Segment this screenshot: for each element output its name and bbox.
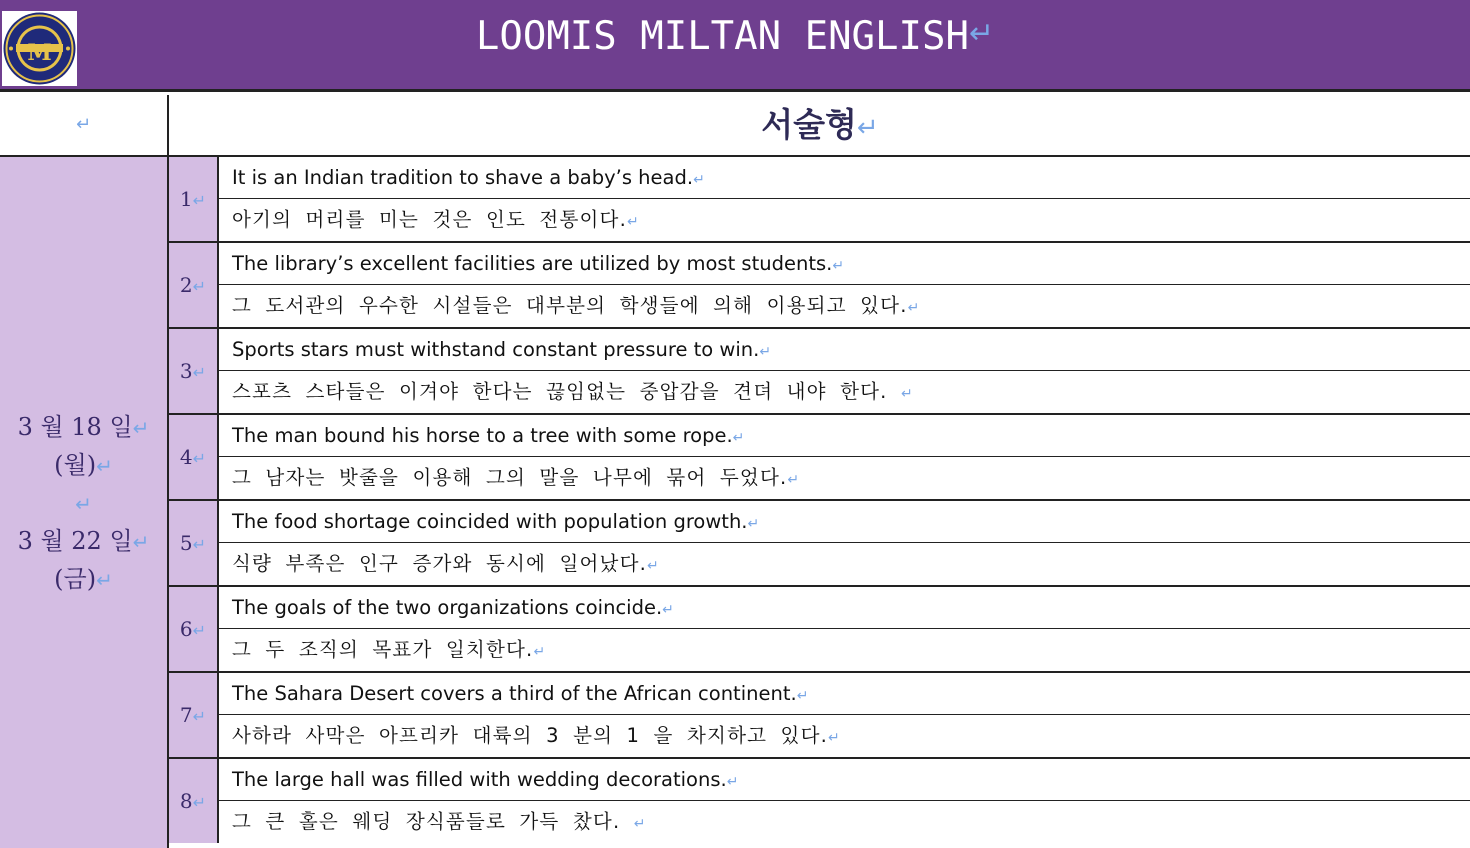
korean-sentence: 식량 부족은 인구 증가와 동시에 일어났다.↵ [232,552,660,575]
table-row [169,673,1470,759]
english-sentence: The goals of the two organizations coincide.↵ [219,587,1470,629]
korean-sentence: 사하라 사막은 아프리카 대륙의 3 분의 1 을 차지하고 있다.↵ [232,724,841,747]
item-number: 8↵ [169,759,219,843]
english-sentence: The large hall was filled with wedding decorations.↵ [219,759,1470,801]
item-number: 2↵ [169,243,219,327]
table-row [169,501,1470,587]
english-sentence: The library’s excellent facilities are utilized by most students.↵ [219,243,1470,285]
korean-sentence: 그 도서관의 우수한 시설들은 대부분의 학생들에 의해 이용되고 있다.↵ [232,294,921,317]
subheader-row [0,95,1470,157]
table-row [169,243,1470,329]
table-row [169,415,1470,501]
item-number: 1↵ [169,157,219,241]
table-row [169,587,1470,673]
korean-sentence: 그 남자는 밧줄을 이용해 그의 말을 나무에 묶어 두었다.↵ [232,466,801,489]
svg-text:M: M [27,40,52,66]
item-number: 6↵ [169,587,219,671]
date-column [0,157,169,848]
english-sentence: The Sahara Desert covers a third of the African continent.↵ [219,673,1470,715]
table-row [169,157,1470,243]
korean-sentence: 그 큰 홀은 웨딩 장식품들로 가득 찼다. ↵ [232,810,647,833]
item-number: 3↵ [169,329,219,413]
korean-sentence: 아기의 머리를 미는 것은 인도 전통이다.↵ [232,208,640,231]
english-sentence: It is an Indian tradition to shave a baby’s head.↵ [219,157,1470,199]
table-row [169,759,1470,845]
sentence-table [169,157,1470,845]
korean-sentence: 스포츠 스타들은 이겨야 한다는 끊임없는 중압감을 견뎌 내야 한다. ↵ [232,380,914,403]
item-number: 5↵ [169,501,219,585]
korean-sentence: 그 두 조직의 목표가 일치한다.↵ [232,638,547,661]
item-number: 7↵ [169,673,219,757]
header-bar [0,0,1470,92]
item-number: 4↵ [169,415,219,499]
table-row [169,329,1470,415]
section-title: 서술형↵ [761,105,879,144]
english-sentence: The food shortage coincided with population growth.↵ [219,501,1470,543]
english-sentence: Sports stars must withstand constant pressure to win.↵ [219,329,1470,371]
english-sentence: The man bound his horse to a tree with some rope.↵ [219,415,1470,457]
subheader-blank-cell: ↵ [0,95,169,155]
date-range: 3 월 18 일↵ (월)↵ ↵ 3 월 22 일↵ (금)↵ [17,413,150,593]
page-title: LOOMIS MILTAN ENGLISH↵ [475,14,995,59]
